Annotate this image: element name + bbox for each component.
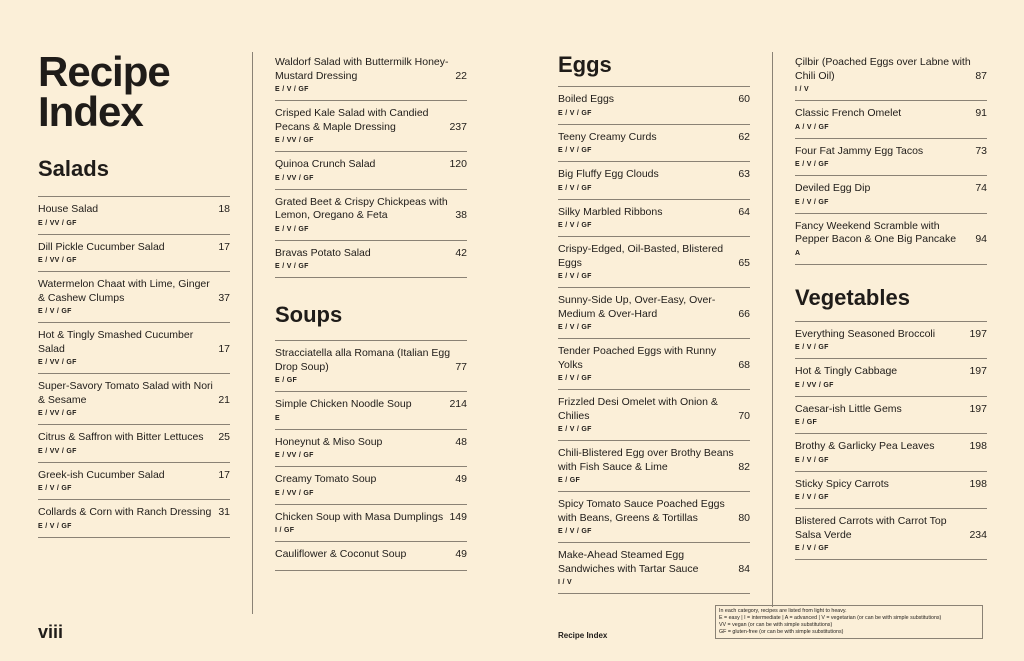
diet-tags: E / V / GF: [558, 273, 592, 280]
recipe-name: Greek-ish Cucumber Salad: [38, 468, 165, 481]
recipe-name: Collards & Corn with Ranch Dressing: [38, 506, 212, 518]
legend-line: In each category, recipes are listed from light to heavy.: [719, 608, 847, 614]
index-entry: [558, 237, 750, 288]
soups-list: [275, 340, 467, 571]
recipe-page-number: 37: [218, 291, 230, 304]
diet-tags: E / V / GF: [795, 545, 829, 552]
diet-tags: E / V / GF: [795, 456, 829, 464]
recipe-page-number: 66: [738, 307, 750, 320]
legend-line: GF = gluten-free (or can be with simple substitutions): [719, 629, 844, 635]
diet-tags: E / GF: [795, 419, 818, 426]
index-entry: [795, 472, 987, 510]
diet-tags: I / GF: [275, 527, 295, 534]
index-entry: [275, 341, 467, 392]
diet-tags: E / V / GF: [275, 263, 309, 270]
index-entry: [795, 50, 987, 101]
recipe-name: Make-Ahead Steamed Egg Sandwiches with Tartar Sauce: [558, 549, 699, 575]
diet-tags: E / V / GF: [38, 308, 72, 315]
column-eggs-vegetables: [795, 50, 987, 560]
index-entry: [38, 425, 230, 463]
recipe-name: Stracciatella alla Romana (Italian Egg Drop Soup): [275, 347, 451, 373]
diet-tags: E / V / GF: [38, 485, 72, 492]
recipe-page-number: 197: [969, 402, 987, 415]
recipe-name: Chicken Soup with Masa Dumplings: [275, 510, 444, 523]
recipe-page-number: 62: [738, 130, 750, 143]
index-entry: [558, 200, 750, 238]
diet-tags: E / VV / GF: [275, 137, 314, 144]
recipe-name: Frizzled Desi Omelet with Onion & Chilies: [558, 396, 718, 422]
recipe-name: Watermelon Chaat with Lime, Ginger & Cashew Clumps: [38, 278, 210, 304]
recipe-page-number: 49: [455, 473, 467, 485]
recipe-page-number: 94: [975, 233, 987, 245]
eggs-list: [558, 86, 750, 594]
diet-tags: E / VV / GF: [38, 219, 77, 227]
diet-tags: E / V / GF: [558, 147, 592, 154]
recipe-name: Quinoa Crunch Salad: [275, 158, 376, 170]
recipe-page-number: 25: [218, 431, 230, 443]
salads-cont-list: [275, 50, 467, 278]
recipe-name: Caesar-ish Little Gems: [795, 402, 902, 415]
diet-tags: I / V: [795, 86, 809, 93]
recipe-name: Sunny-Side Up, Over-Easy, Over-Medium & Over-Hard: [558, 294, 716, 320]
index-entry: [795, 322, 987, 360]
recipe-page-number: 80: [738, 511, 750, 524]
index-entry: [795, 359, 987, 397]
diet-tags: E / V / GF: [275, 225, 309, 233]
index-entry: [558, 390, 750, 441]
index-entry: [795, 214, 987, 265]
index-entry: [275, 542, 467, 571]
recipe-page-number: 60: [738, 93, 750, 105]
recipe-page-number: 237: [449, 120, 467, 133]
diet-tags: E / V / GF: [558, 375, 592, 382]
index-entry: [558, 125, 750, 163]
recipe-page-number: 74: [975, 182, 987, 194]
recipe-page-number: 198: [969, 477, 987, 490]
recipe-name: House Salad: [38, 203, 99, 215]
index-entry: [275, 505, 467, 543]
recipe-name: Hot & Tingly Smashed Cucumber Salad: [38, 329, 194, 355]
recipe-page-number: 197: [969, 327, 987, 340]
diet-tags: E / VV / GF: [38, 359, 77, 366]
salads-list: [38, 196, 230, 538]
diet-tags: E / V / GF: [795, 198, 829, 206]
recipe-page-number: 17: [218, 468, 230, 481]
page-title: [38, 48, 170, 135]
diet-tags: E / V / GF: [795, 161, 829, 168]
index-entry: [795, 434, 987, 472]
index-entry: [795, 139, 987, 177]
index-entry: [558, 543, 750, 594]
column-eggs: [558, 52, 750, 594]
recipe-name: Grated Beet & Crispy Chickpeas with Lemon, Oregano & Feta: [275, 195, 448, 221]
recipe-name: Tender Poached Eggs with Runny Yolks: [558, 345, 717, 371]
recipe-page-number: 197: [969, 365, 987, 377]
diet-legend: [715, 605, 983, 639]
recipe-page-number: 198: [969, 440, 987, 452]
recipe-name: Cauliflower & Coconut Soup: [275, 548, 407, 560]
recipe-name: Bravas Potato Salad: [275, 246, 371, 259]
recipe-page-number: 77: [455, 360, 467, 373]
eggs-cont-list: [795, 50, 987, 265]
diet-tags: I / V: [558, 579, 572, 586]
recipe-name: Spicy Tomato Sauce Poached Eggs with Beans, Greens & Tortillas: [558, 498, 725, 524]
index-entry: [275, 392, 467, 430]
legend-line: E = easy | I = intermediate | A = advanced | V = vegetarian (or can be with simple substitutions): [719, 615, 942, 621]
recipe-page-number: 82: [738, 460, 750, 473]
recipe-name: Big Fluffy Egg Clouds: [558, 168, 659, 180]
recipe-name: Super-Savory Tomato Salad with Nori & Sesame: [38, 380, 213, 406]
section-heading-eggs: Eggs: [558, 52, 612, 77]
diet-tags: E / V / GF: [558, 426, 592, 433]
recipe-page-number: 42: [455, 246, 467, 259]
diet-tags: E / VV / GF: [38, 410, 77, 417]
diet-tags: E / V / GF: [558, 109, 592, 117]
recipe-page-number: 38: [455, 209, 467, 221]
recipe-name: Deviled Egg Dip: [795, 182, 871, 194]
index-entry: [38, 197, 230, 235]
recipe-page-number: 73: [975, 144, 987, 157]
index-entry: [38, 272, 230, 323]
diet-tags: E / V / GF: [275, 86, 309, 93]
diet-tags: A / V / GF: [795, 123, 829, 131]
diet-tags: E / VV / GF: [795, 381, 834, 389]
title-line-2: Index: [38, 88, 143, 135]
index-entry: [275, 50, 467, 101]
index-entry: [795, 176, 987, 214]
recipe-page-number: 18: [218, 203, 230, 215]
recipe-name: Crisped Kale Salad with Candied Pecans & Maple Dressing: [275, 107, 429, 133]
recipe-page-number: 234: [969, 528, 987, 541]
diet-tags: E / VV / GF: [275, 174, 314, 182]
recipe-name: Çilbir (Poached Eggs over Labne with Chili Oil): [795, 56, 971, 82]
recipe-page-number: 21: [218, 393, 230, 406]
index-entry: [795, 509, 987, 560]
recipe-page-number: 22: [455, 69, 467, 82]
recipe-name: Sticky Spicy Carrots: [795, 477, 889, 490]
column-salads-soups: [275, 50, 467, 571]
diet-tags: E / V / GF: [558, 528, 592, 535]
recipe-name: Waldorf Salad with Buttermilk Honey-Mustard Dressing: [275, 56, 449, 82]
diet-tags: E / VV / GF: [275, 489, 314, 497]
recipe-page-number: 84: [738, 562, 750, 575]
column-divider: [252, 52, 253, 614]
diet-tags: E / GF: [558, 477, 581, 484]
index-entry: [38, 323, 230, 374]
index-entry: [38, 235, 230, 273]
index-entry: [558, 492, 750, 543]
recipe-name: Silky Marbled Ribbons: [558, 205, 663, 218]
recipe-page-number: 87: [975, 69, 987, 82]
legend-line: VV = vegan (or can be with simple substitutions): [719, 622, 833, 628]
diet-tags: E / V / GF: [558, 222, 592, 229]
recipe-page-number: 68: [738, 358, 750, 371]
title-line-1: Recipe: [38, 48, 170, 95]
recipe-name: Everything Seasoned Broccoli: [795, 327, 936, 340]
index-entry: [795, 397, 987, 435]
recipe-name: Four Fat Jammy Egg Tacos: [795, 144, 924, 157]
diet-tags: E / V / GF: [558, 184, 592, 192]
recipe-page-number: 48: [455, 435, 467, 448]
recipe-page-number: 91: [975, 107, 987, 119]
recipe-page-number: 65: [738, 256, 750, 269]
recipe-name: Blistered Carrots with Carrot Top Salsa Verde: [795, 515, 947, 541]
recipe-page-number: 63: [738, 168, 750, 180]
folio-page-number: viii: [38, 622, 64, 642]
recipe-page-number: 49: [455, 548, 467, 560]
diet-tags: E / V / GF: [558, 324, 592, 331]
column-salads: [38, 156, 230, 538]
diet-tags: E / VV / GF: [38, 447, 77, 455]
index-entry: [795, 101, 987, 139]
recipe-page-number: 214: [449, 398, 467, 410]
diet-tags: E: [275, 414, 280, 422]
vegetables-list: [795, 321, 987, 561]
index-entry: [38, 374, 230, 425]
index-entry: [558, 288, 750, 339]
index-entry: [558, 339, 750, 390]
recipe-page-number: 17: [218, 240, 230, 253]
diet-tags: A: [795, 249, 801, 257]
recipe-page-number: 64: [738, 205, 750, 218]
index-entry: [275, 430, 467, 468]
recipe-page-number: 17: [218, 342, 230, 355]
diet-tags: E / V / GF: [795, 344, 829, 351]
index-entry: [558, 441, 750, 492]
index-entry: [275, 241, 467, 279]
index-entry: [275, 190, 467, 241]
index-entry: [558, 87, 750, 125]
diet-tags: E / V / GF: [795, 494, 829, 501]
recipe-name: Crispy-Edged, Oil-Basted, Blistered Eggs: [558, 243, 724, 269]
section-heading-soups: Soups: [275, 302, 343, 327]
recipe-name: Simple Chicken Noodle Soup: [275, 398, 412, 410]
index-entry: [275, 467, 467, 505]
recipe-name: Hot & Tingly Cabbage: [795, 365, 898, 377]
section-heading-vegetables: Vegetables: [795, 284, 910, 310]
index-entry: [275, 101, 467, 152]
diet-tags: E / V / GF: [38, 522, 72, 530]
recipe-name: Brothy & Garlicky Pea Leaves: [795, 440, 935, 452]
index-entry: [38, 463, 230, 501]
recipe-name: Dill Pickle Cucumber Salad: [38, 240, 165, 253]
recipe-name: Fancy Weekend Scramble with Pepper Bacon & One Big Pancake: [795, 219, 957, 245]
diet-tags: E / GF: [275, 377, 298, 384]
column-divider: [772, 52, 773, 607]
index-entry: [275, 152, 467, 190]
recipe-name: Boiled Eggs: [558, 93, 615, 105]
running-head: Recipe Index: [558, 631, 608, 640]
recipe-name: Classic French Omelet: [795, 107, 902, 119]
diet-tags: E / VV / GF: [38, 257, 77, 264]
recipe-name: Honeynut & Miso Soup: [275, 435, 383, 448]
recipe-name: Citrus & Saffron with Bitter Lettuces: [38, 431, 204, 443]
recipe-page-number: 149: [449, 510, 467, 523]
recipe-name: Chili-Blistered Egg over Brothy Beans with Fish Sauce & Lime: [558, 447, 734, 473]
recipe-page-number: 70: [738, 409, 750, 422]
index-entry: [558, 162, 750, 200]
diet-tags: E / VV / GF: [275, 452, 314, 459]
recipe-page-number: 120: [449, 158, 467, 170]
index-entry: [38, 500, 230, 538]
recipe-page-number: 31: [218, 506, 230, 518]
recipe-name: Creamy Tomato Soup: [275, 473, 377, 485]
recipe-name: Teeny Creamy Curds: [558, 130, 657, 143]
section-heading-salads: Salads: [38, 156, 109, 181]
